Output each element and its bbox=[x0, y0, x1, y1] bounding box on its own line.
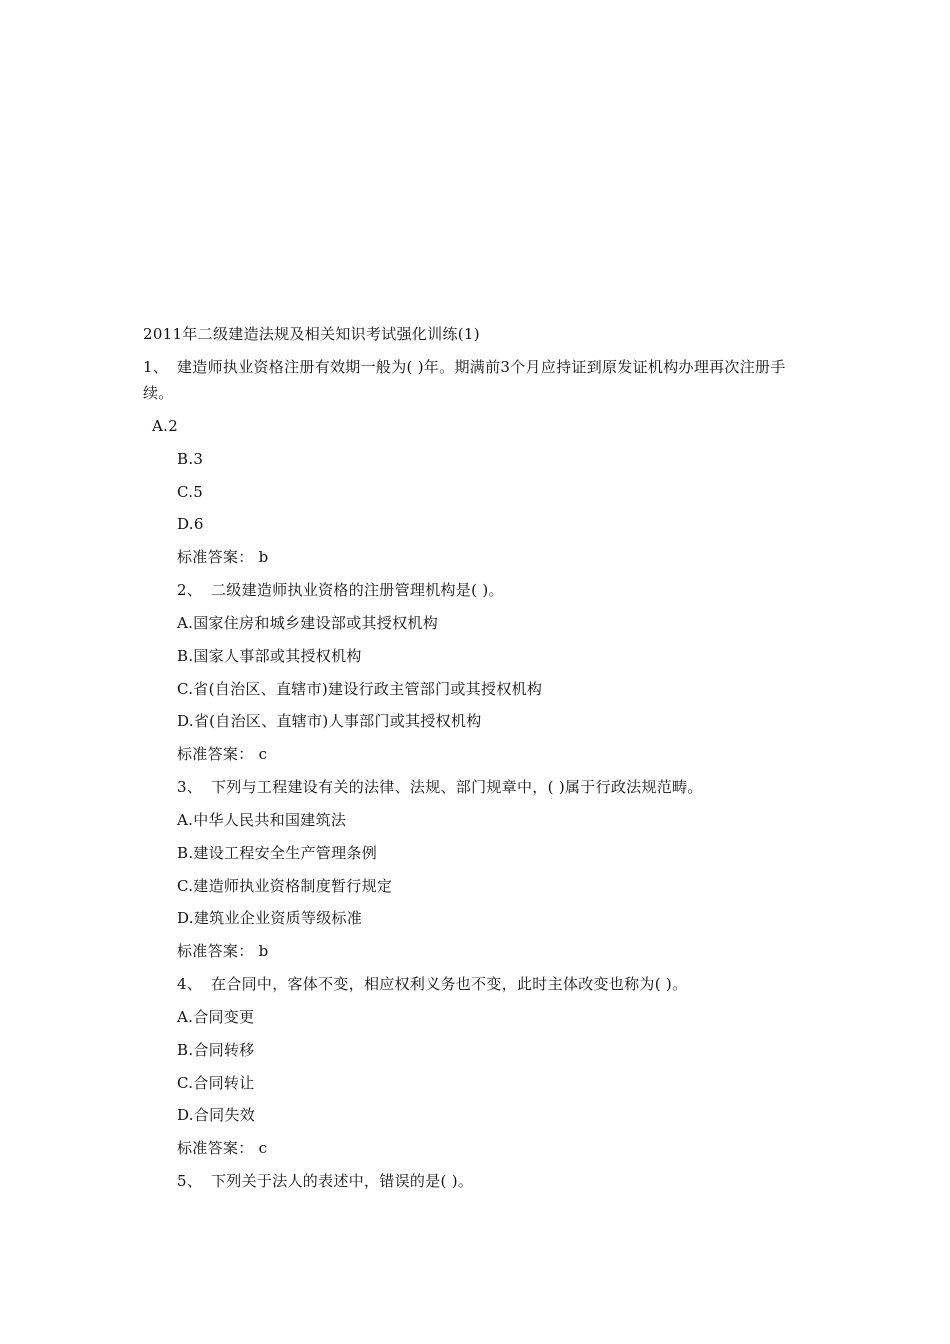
question-2 bbox=[177, 580, 504, 600]
question-4 bbox=[177, 974, 687, 994]
option-1c: C.5 bbox=[177, 483, 204, 501]
option-2b: B.国家人事部或其授权机构 bbox=[177, 647, 362, 665]
question-text: 下列与工程建设有关的法律、法规、部门规章中，( )属于行政法规范畴。 bbox=[211, 778, 703, 796]
answer-value: b bbox=[258, 942, 269, 960]
option-4c: C.合同转让 bbox=[177, 1074, 255, 1092]
answer-value: c bbox=[258, 745, 268, 763]
question-text: 建造师执业资格注册有效期一般为( )年。期满前3个月应持证到原发证机构办理再次注册手续。 bbox=[143, 358, 786, 402]
question-text: 二级建造师执业资格的注册管理机构是( )。 bbox=[211, 581, 504, 599]
option-4b: B.合同转移 bbox=[177, 1041, 255, 1059]
answer-label: 标准答案： bbox=[177, 1139, 254, 1157]
option-3d: D.建筑业企业资质等级标准 bbox=[177, 909, 363, 927]
document-title: 2011年二级建造法规及相关知识考试强化训练(1) bbox=[143, 325, 480, 343]
question-3 bbox=[177, 777, 703, 797]
answer-2 bbox=[177, 744, 267, 764]
option-1b: B.3 bbox=[177, 450, 204, 468]
question-number: 1、 bbox=[143, 358, 169, 376]
option-3a: A.中华人民共和国建筑法 bbox=[177, 811, 347, 829]
question-text: 下列关于法人的表述中，错误的是( )。 bbox=[211, 1172, 474, 1190]
answer-label: 标准答案： bbox=[177, 548, 254, 566]
option-2d: D.省(自治区、直辖市)人事部门或其授权机构 bbox=[177, 712, 482, 730]
option-3c: C.建造师执业资格制度暂行规定 bbox=[177, 877, 393, 895]
answer-label: 标准答案： bbox=[177, 942, 254, 960]
answer-value: b bbox=[258, 548, 269, 566]
question-5 bbox=[177, 1171, 473, 1191]
answer-label: 标准答案： bbox=[177, 745, 254, 763]
question-number: 4、 bbox=[177, 975, 203, 993]
option-3b: B.建设工程安全生产管理条例 bbox=[177, 844, 377, 862]
question-number: 2、 bbox=[177, 581, 203, 599]
option-1a: A.2 bbox=[152, 417, 179, 435]
question-text: 在合同中，客体不变，相应权利义务也不变，此时主体改变也称为( )。 bbox=[211, 975, 688, 993]
question-1 bbox=[143, 354, 813, 406]
answer-4 bbox=[177, 1138, 267, 1158]
answer-3 bbox=[177, 941, 269, 961]
option-4a: A.合同变更 bbox=[177, 1008, 255, 1026]
question-number: 3、 bbox=[177, 778, 203, 796]
option-2c: C.省(自治区、直辖市)建设行政主管部门或其授权机构 bbox=[177, 680, 543, 698]
option-1d: D.6 bbox=[177, 515, 204, 533]
question-number: 5、 bbox=[177, 1172, 203, 1190]
answer-value: c bbox=[258, 1139, 268, 1157]
option-2a: A.国家住房和城乡建设部或其授权机构 bbox=[177, 614, 439, 632]
answer-1 bbox=[177, 547, 269, 567]
option-4d: D.合同失效 bbox=[177, 1106, 256, 1124]
